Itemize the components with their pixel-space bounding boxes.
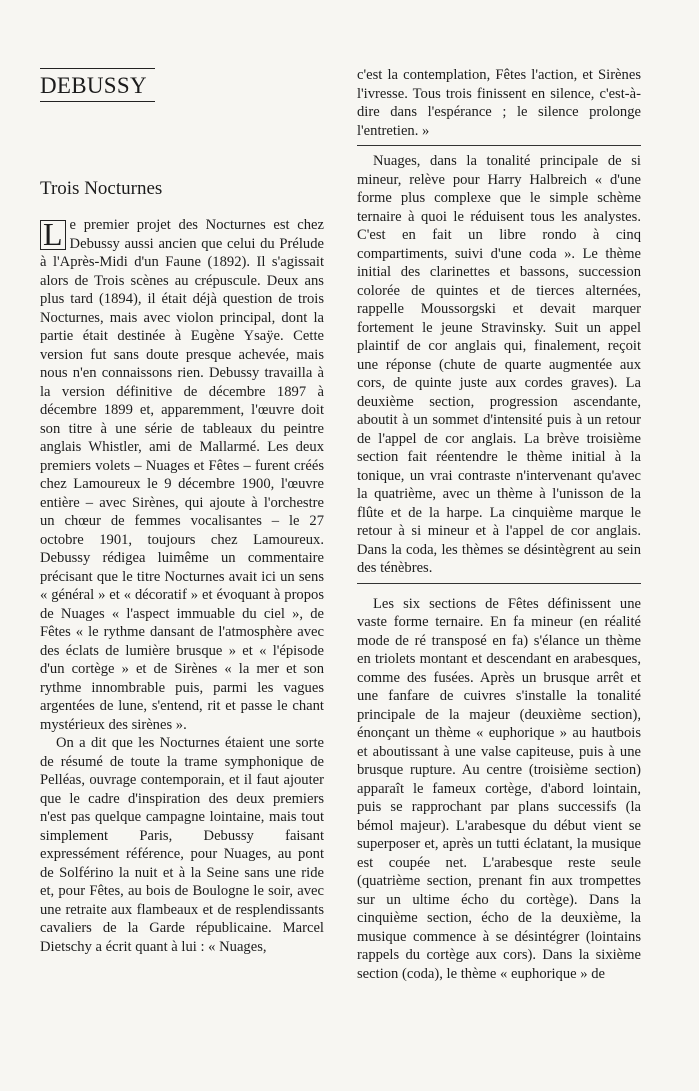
fetes-paragraph: Les six sections de Fêtes définissent une vaste forme ternaire. En fa mineur (en réalité mode de ré transposé en fa) s'élance un thème en triolets montant et descendant en arabesques, comme des fusées. Après un brusque arrêt et une fanfare de cuivres s'installe la tonalité principale de la majeur (deuxième section), énonçant un thème « euphorique » au hautbois et aboutissant à une valse capiteuse, puis à une brusque rupture. Au centre (troisième section) apparaît le fameux cortège, d'abord lointain, puis se rapprochant par plans successifs (la bémol majeur). L'arabesque du début vient se superposer et, après un tutti éclatant, la musique est coupée net. L'arabesque reste seule (quatrième section, prenant fin aux trompettes sur un ultime écho du cortège). Dans la cinquième section, écho de la deuxième, la musique commence à se désintégrer (lointains rappels du cortège aux cors). Dans la sixième section (coda), le thème « euphorique » de (357, 595, 641, 982)
dropcap: L (40, 220, 66, 250)
composer-heading: DEBUSSY (40, 73, 147, 98)
section-divider (357, 583, 641, 584)
title-rule-bottom (40, 101, 155, 102)
intro-paragraph (40, 216, 324, 734)
body-paragraph: c'est la contemplation, Fêtes l'action, et Sirènes l'ivresse. Tous trois finissent en silence, c'est-à-dire dans l'espérance ; le silence prolonge l'entretien. » (357, 67, 641, 139)
nuages-paragraph: Nuages, dans la tonalité principale de si mineur, relève pour Harry Halbreich « d'une forme plus complexe que le simple schème ternaire à quoi le réduisent tous les analystes. C'est en fait un libre rondo à cinq compartiments, suivi d'une coda ». Le thème initial des clarinettes et bassons, succession colorée de quintes et de tierces alternées, rappelle Moussorgski et devait marquer fortement le jeune Stravinsky. Suit un appel plaintif de cor anglais qui, finalement, reçoit une réponse (chute de quarte augmentée aux cors, de quinte juste aux cordes graves). La deuxième section, progression ascendante, aboutit à un sommet d'intensité puis à un retour de l'appel de cor anglais. La brève troisième section fait réentendre le thème initial à la tonique, un vrai contraste n'intervenant qu'avec la quatrième, avec un thème à l'unisson de la flûte et de la harpe. La cinquième marque le retour à si mineur et à l'appel de cor anglais. Dans la coda, les thèmes se désintègrent au sein des ténèbres. (357, 153, 641, 576)
intro-paragraph-text: e premier projet des Nocturnes est chez Debussy aussi ancien que celui du Prélude à l'Après-Midi d'un Faune (1892). Il s'agissait alors de Trois scènes au crépuscule. Deux ans plus tard (1894), il était déjà question de trois Nocturnes, mais avec violon principal, dont la partie était destinée à Eugène Ysaÿe. Cette version fut sans doute presque achevée, mais nous n'en connaissons rien. Debussy travailla à la version définitive de décembre 1897 à décembre 1899 et, apparemment, l'œuvre doit son titre à une série de tableaux du peintre anglais Whistler, ami de Mallarmé. Les deux premiers volets – Nuages et Fêtes – furent créés chez Lamoureux le 9 décembre 1900, l'œuvre entière – avec Sirènes, qui ajoute à l'orchestre un chœur de femmes vocalisantes – le 27 octobre 1901, toujours chez Lamoureux. Debussy rédigea luimême un commentaire précisant que le titre Nocturnes avait ici un sens « général » et « décoratif » et évoquant à propos de Nuages « l'aspect immuable du ciel », de Fêtes « le rythme dansant de l'atmosphère avec des éclats de lumière brusque » et « l'épisode d'un cortège » et de Sirènes « la mer et son rythme innombrable puis, parmi les vagues argentées de lune, s'entend, rit et passe le chant mystérieux des sirènes ». (40, 217, 324, 733)
section-divider (357, 145, 641, 146)
body-paragraph: On a dit que les Nocturnes étaient une sorte de résumé de toute la trame symphonique de Pelléas, ouvrage contemporain, et il faut ajouter que le cadre d'inspiration des deux premiers n'est pas quelque campagne lointaine, mais tout simplement Paris, Debussy faisant expressément référence, pour Nuages, au pont de Solférino la nuit et à la Seine sans une ride et, pour Fêtes, au bois de Boulogne le soir, avec une retraite aux flambeaux et de resplendissants cavaliers de la Garde républicaine. Marcel Dietschy a écrit quant à lui : « Nuages, (40, 735, 324, 955)
work-title: Trois Nocturnes (40, 178, 163, 199)
right-column (357, 66, 641, 983)
left-column (40, 216, 324, 956)
title-rule-top (40, 68, 155, 69)
